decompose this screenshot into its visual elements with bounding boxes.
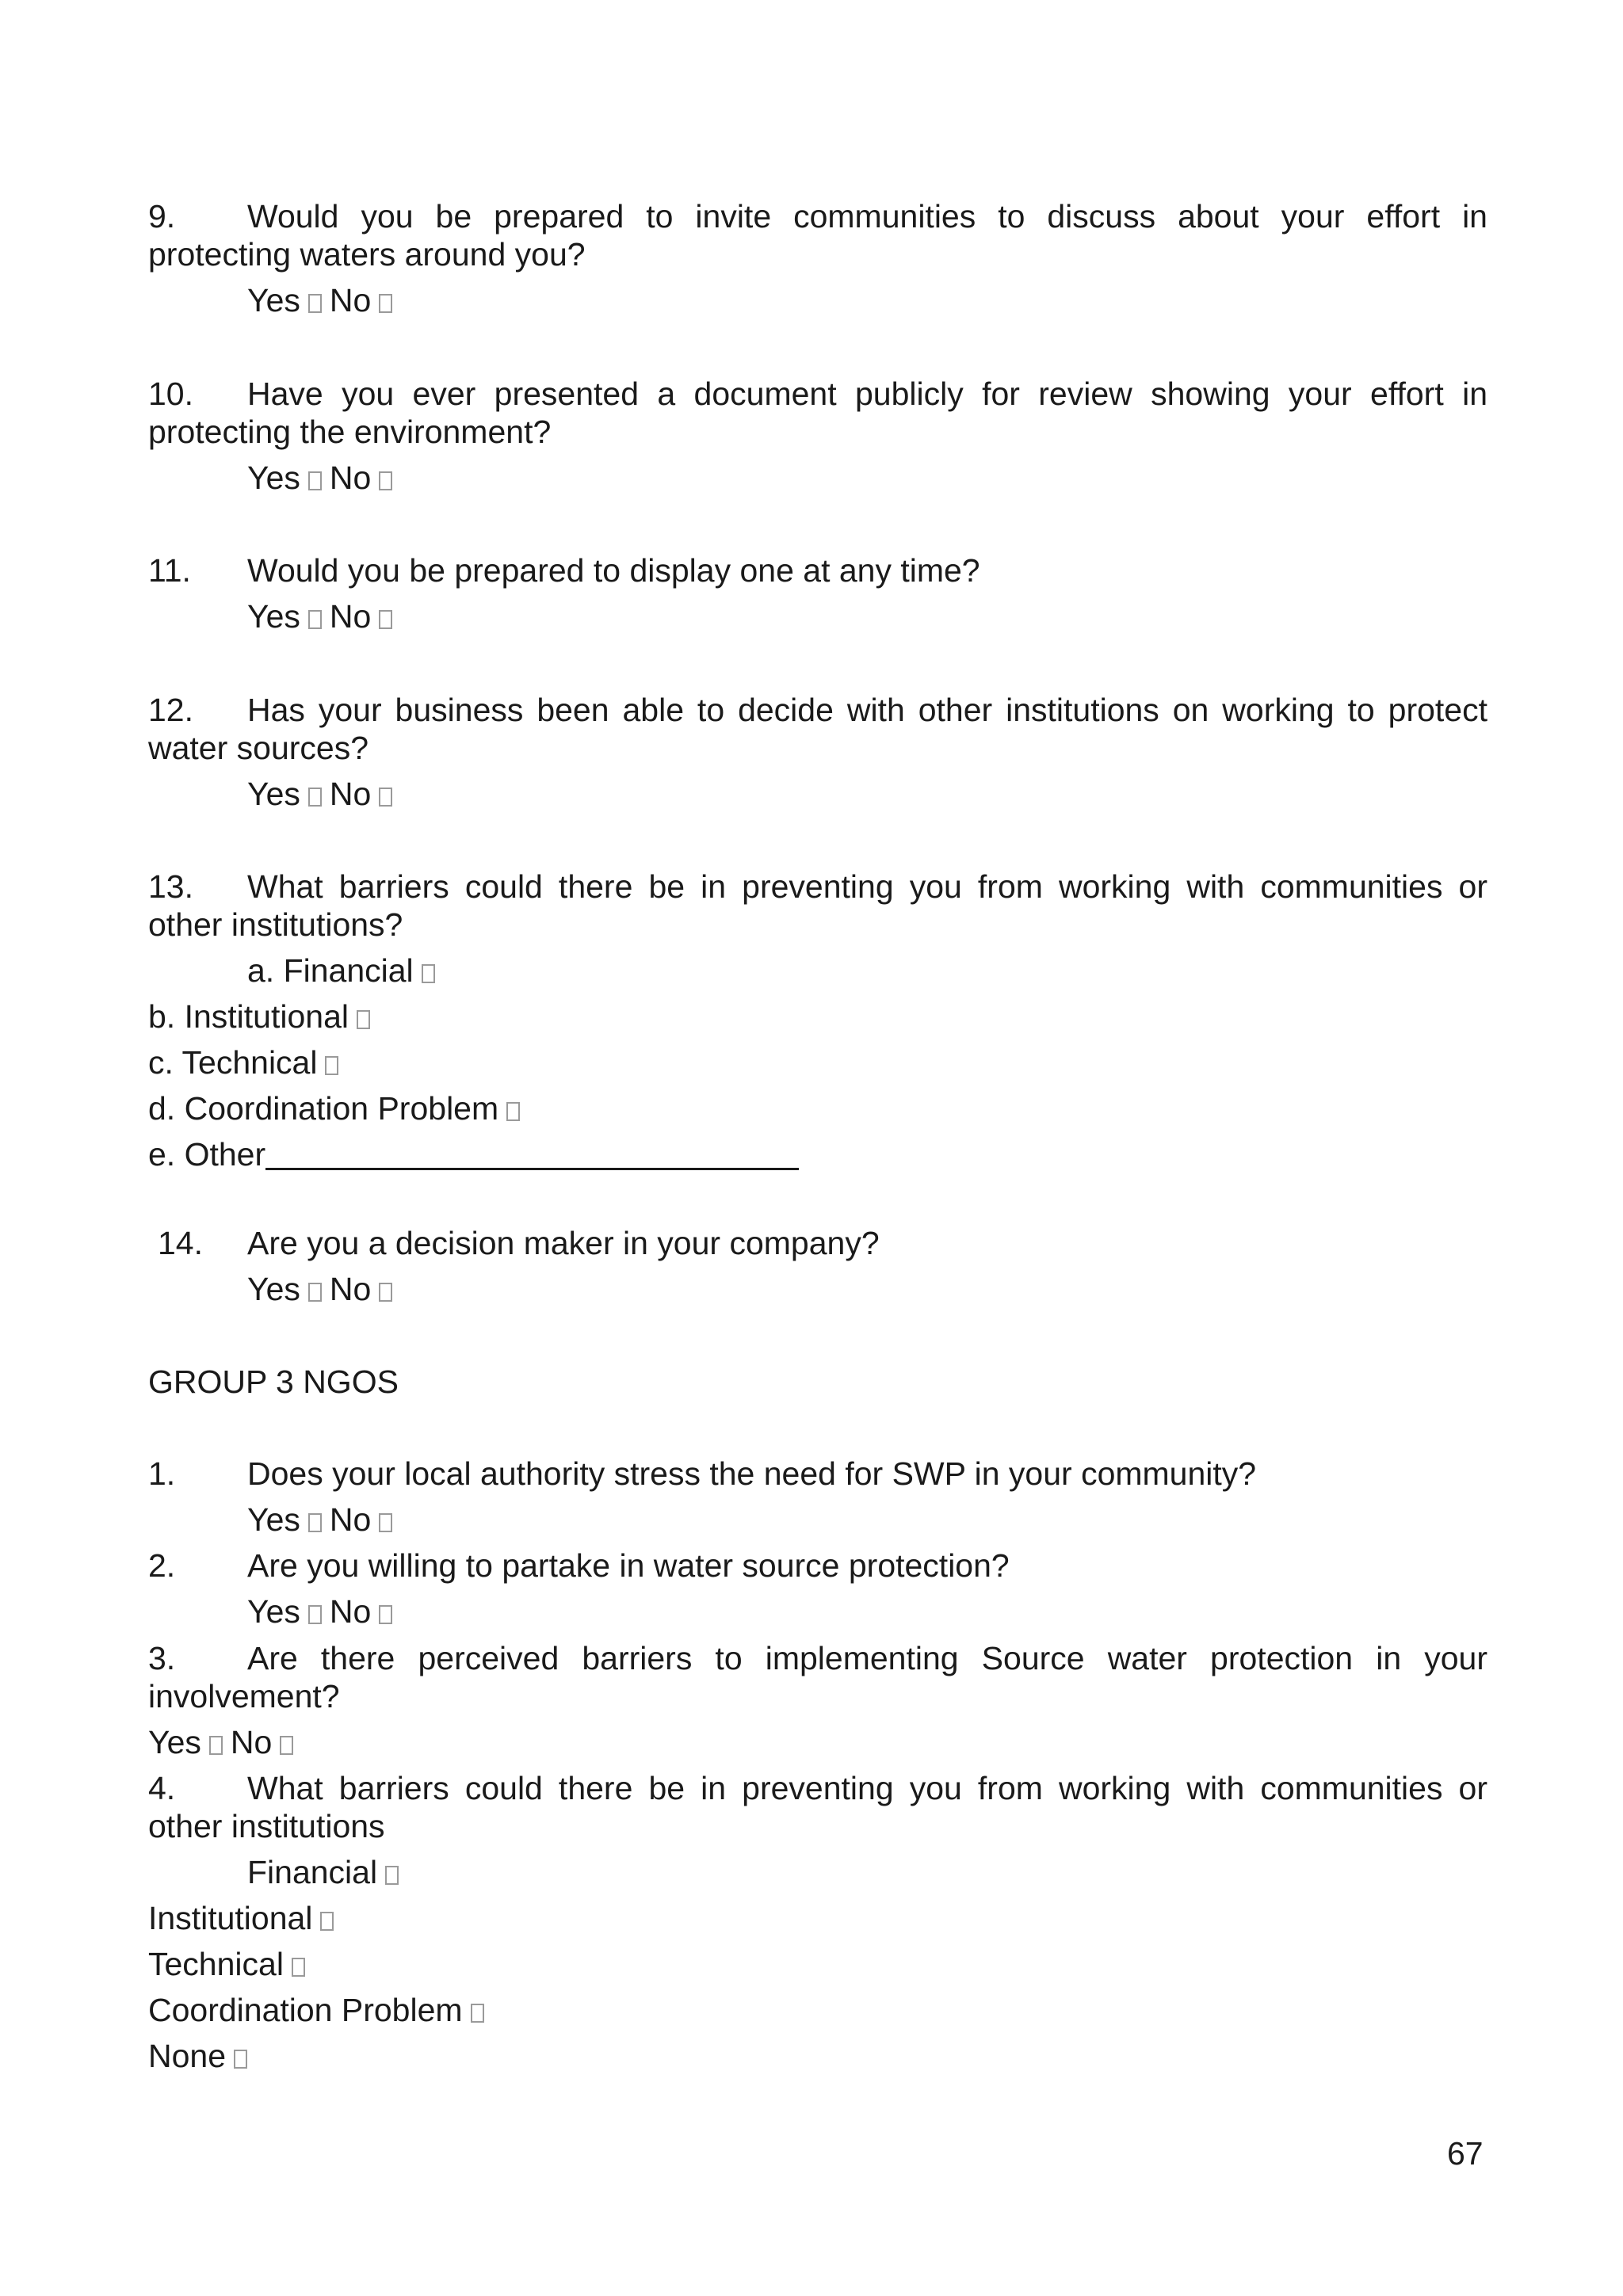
yes-checkbox[interactable] [308, 788, 322, 807]
question-10-line1: 10. Have you ever presented a document publicly for review showing your effort in [148, 376, 1487, 412]
financial-checkbox[interactable] [422, 964, 435, 983]
none-checkbox[interactable] [234, 2050, 247, 2069]
g3-question-3-line1: 3. Are there perceived barriers to implementing Source water protection in your [148, 1640, 1487, 1676]
question-9-line2: protecting waters around you? [148, 236, 586, 273]
yes-checkbox[interactable] [308, 1283, 322, 1302]
yes-checkbox[interactable] [308, 471, 322, 490]
group-3-heading: GROUP 3 NGOS [148, 1363, 399, 1400]
question-12-line2: water sources? [148, 730, 369, 766]
g3-barrier-financial: Financial [247, 1853, 407, 1891]
barrier-option-other: e. Other [148, 1135, 799, 1173]
g3-barrier-technical: Technical [148, 1945, 313, 1983]
question-10-options: Yes No [247, 459, 400, 497]
question-13-line1: 13. What barriers could there be in preventing you from working with communities or [148, 868, 1487, 905]
barrier-option-coordination: d. Coordination Problem [148, 1089, 528, 1127]
g3-question-1-options: Yes No [247, 1501, 400, 1539]
financial-checkbox[interactable] [385, 1866, 399, 1885]
no-checkbox[interactable] [280, 1736, 293, 1755]
technical-checkbox[interactable] [325, 1056, 338, 1075]
no-checkbox[interactable] [379, 788, 392, 807]
question-13-line2: other institutions? [148, 906, 403, 943]
question-12-line1: 12. Has your business been able to decide with other institutions on working to protect [148, 692, 1487, 728]
yes-checkbox[interactable] [308, 294, 322, 313]
no-checkbox[interactable] [379, 294, 392, 313]
g3-question-2: 2. Are you willing to partake in water source protection? [148, 1547, 1010, 1584]
yes-checkbox[interactable] [308, 610, 322, 629]
question-10-line2: protecting the environment? [148, 414, 552, 450]
question-12-options: Yes No [247, 775, 400, 813]
barrier-option-financial: a. Financial [247, 952, 443, 990]
page-number: 67 [1447, 2135, 1484, 2172]
question-11: 11. Would you be prepared to display one at any time? [148, 552, 980, 589]
technical-checkbox[interactable] [292, 1958, 305, 1977]
question-9-options: Yes No [247, 281, 400, 319]
g3-question-3-line2: involvement? [148, 1678, 340, 1714]
yes-checkbox[interactable] [308, 1605, 322, 1624]
institutional-checkbox[interactable] [320, 1912, 334, 1931]
g3-question-4-line2: other institutions [148, 1808, 385, 1844]
g3-question-3-options: Yes No [148, 1723, 301, 1761]
coordination-checkbox[interactable] [471, 2004, 484, 2023]
other-blank-field[interactable] [265, 1139, 799, 1170]
yes-checkbox[interactable] [209, 1736, 223, 1755]
question-9-line1: 9. Would you be prepared to invite communities to discuss about your effort in [148, 198, 1487, 235]
no-checkbox[interactable] [379, 1283, 392, 1302]
g3-barrier-coordination: Coordination Problem [148, 1991, 492, 2029]
no-checkbox[interactable] [379, 1513, 392, 1532]
barrier-option-technical: c. Technical [148, 1043, 346, 1081]
coordination-checkbox[interactable] [506, 1102, 520, 1121]
no-checkbox[interactable] [379, 610, 392, 629]
g3-question-4-line1: 4. What barriers could there be in preventing you from working with communities or [148, 1770, 1487, 1806]
barrier-option-institutional: b. Institutional [148, 997, 378, 1035]
question-14-options: Yes No [247, 1270, 400, 1308]
no-checkbox[interactable] [379, 471, 392, 490]
question-11-options: Yes No [247, 597, 400, 635]
g3-question-1: 1. Does your local authority stress the need for SWP in your community? [148, 1455, 1257, 1492]
g3-question-2-options: Yes No [247, 1592, 400, 1630]
no-checkbox[interactable] [379, 1605, 392, 1624]
g3-barrier-none: None [148, 2037, 255, 2075]
institutional-checkbox[interactable] [357, 1010, 370, 1029]
yes-checkbox[interactable] [308, 1513, 322, 1532]
question-14: 14. Are you a decision maker in your company? [158, 1225, 880, 1261]
g3-barrier-institutional: Institutional [148, 1899, 342, 1937]
